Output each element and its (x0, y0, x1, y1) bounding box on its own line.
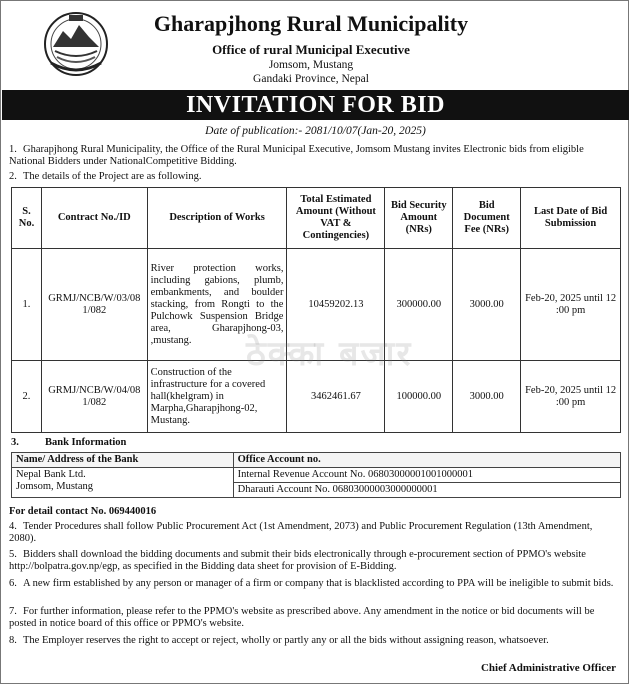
cell-security: 100000.00 (385, 361, 453, 433)
bank-name: Nepal Bank Ltd. (16, 469, 86, 480)
clause-7 (9, 606, 621, 630)
table-header-row (12, 188, 621, 249)
header-security: Bid Security Amount (NRs) (385, 188, 453, 249)
cell-deadline: Feb-20, 2025 until 12 :00 pm (521, 249, 621, 361)
cell-security: 300000.00 (385, 249, 453, 361)
clause-text: Bidders shall download the bidding documents and submit their bids electronically through e-procurement section of PPMO's website http://bolpatra.gov.np/egp, as specified in the Bidding data sheet for provision of E-Bidding. (9, 549, 586, 572)
bank-table-header (12, 453, 621, 468)
header-description: Description of Works (147, 188, 287, 249)
cell-deadline: Feb-20, 2025 until 12 :00 pm (521, 361, 621, 433)
intro-paragraph-2 (9, 171, 621, 183)
bank-col-account: Office Account no. (233, 453, 620, 468)
header-fee: Bid Document Fee (NRs) (453, 188, 521, 249)
item-number: 1. (9, 144, 17, 155)
nepal-government-emblem-icon (41, 9, 111, 79)
header-estimate: Total Estimated Amount (Without VAT & Contingencies) (287, 188, 385, 249)
municipality-name: Gharapjhong Rural Municipality (153, 11, 469, 36)
intro-text-2: The details of the Project are as following. (23, 171, 202, 182)
cell-description: River protection works, including gabions, plumb, embankments, and boulder stacking, from Rongti to the Pulchowk Suspension Bridge area, Gharapjhong-03, ,mustang. (147, 249, 287, 361)
item-number: 6. (9, 578, 17, 589)
title-banner: INVITATION FOR BID (2, 90, 629, 120)
cell-contract: GRMJ/NCB/W/04/081/082 (41, 361, 147, 433)
cell-sn: 2. (12, 361, 42, 433)
bank-info-heading (11, 437, 126, 448)
item-number: 2. (9, 171, 17, 182)
item-number: 7. (9, 606, 17, 617)
publication-date: Date of publication:- 2081/10/07(Jan-20, 2025) (205, 125, 426, 137)
header-sn: S. No. (12, 188, 42, 249)
item-number: 8. (9, 635, 17, 646)
cell-fee: 3000.00 (453, 249, 521, 361)
cell-contract: GRMJ/NCB/W/03/081/082 (41, 249, 147, 361)
clause-6 (9, 578, 621, 590)
bank-name-cell (12, 468, 234, 498)
contact-number: For detail contact No. 069440016 (9, 506, 157, 517)
bid-table (11, 187, 621, 433)
cell-estimate: 3462461.67 (287, 361, 385, 433)
cell-fee: 3000.00 (453, 361, 521, 433)
header-deadline: Last Date of Bid Submission (521, 188, 621, 249)
item-number: 3. (11, 437, 19, 448)
office-name: Office of rural Municipal Executive (212, 42, 410, 57)
address-line-2: Gandaki Province, Nepal (253, 73, 369, 85)
account-1: Internal Revenue Account No. 06803000001001000001 (233, 468, 620, 483)
intro-paragraph-1 (9, 144, 621, 168)
table-row (12, 468, 621, 483)
bank-address: Jomsom, Mustang (16, 481, 94, 492)
clause-text: A new firm established by any person or manager of a firm or company that is blacklisted according to PPA will be ineligible to submit bids. (23, 578, 614, 589)
clause-8 (9, 635, 621, 647)
clause-4 (9, 521, 621, 545)
bank-table (11, 452, 621, 498)
bank-col-name: Name/ Address of the Bank (12, 453, 234, 468)
address-line-1: Jomsom, Mustang (268, 59, 354, 71)
cell-estimate: 10459202.13 (287, 249, 385, 361)
signature-title: Chief Administrative Officer (480, 662, 616, 674)
clause-5 (9, 549, 621, 573)
cell-description: Construction of the infrastructure for a covered hall(khelgram) in Marpha,Gharapjhong-02, Mustang. (147, 361, 287, 433)
item-number: 4. (9, 521, 17, 532)
watermark: ठेक्का बजार (246, 334, 413, 374)
bank-info-title: Bank Information (45, 437, 127, 448)
account-2: Dharauti Account No. 06803000003000000001 (233, 483, 620, 498)
item-number: 5. (9, 549, 17, 560)
cell-sn: 1. (12, 249, 42, 361)
header (1, 1, 629, 89)
intro-text-1: Gharapjhong Rural Municipality, the Office of the Rural Municipal Executive, Jomsom Mustang invites Electronic bids from eligible National Bidders under NationalCompetitive Bidding. (9, 144, 584, 167)
clause-text: Tender Procedures shall follow Public Procurement Act (1st Amendment, 2073) and Public Procurement Regulation (13th Amendment, 2080). (9, 521, 593, 544)
clause-text: For further information, please refer to the PPMO's website as prescribed above. Any amendment in the notice or bid documents will be posted in notice board of this office or PPMO's website. (9, 606, 595, 629)
header-contract: Contract No./ID (41, 188, 147, 249)
clause-text: The Employer reserves the right to accept or reject, wholly or partly any or all the bids without assigning reason, whatsoever. (23, 635, 549, 646)
